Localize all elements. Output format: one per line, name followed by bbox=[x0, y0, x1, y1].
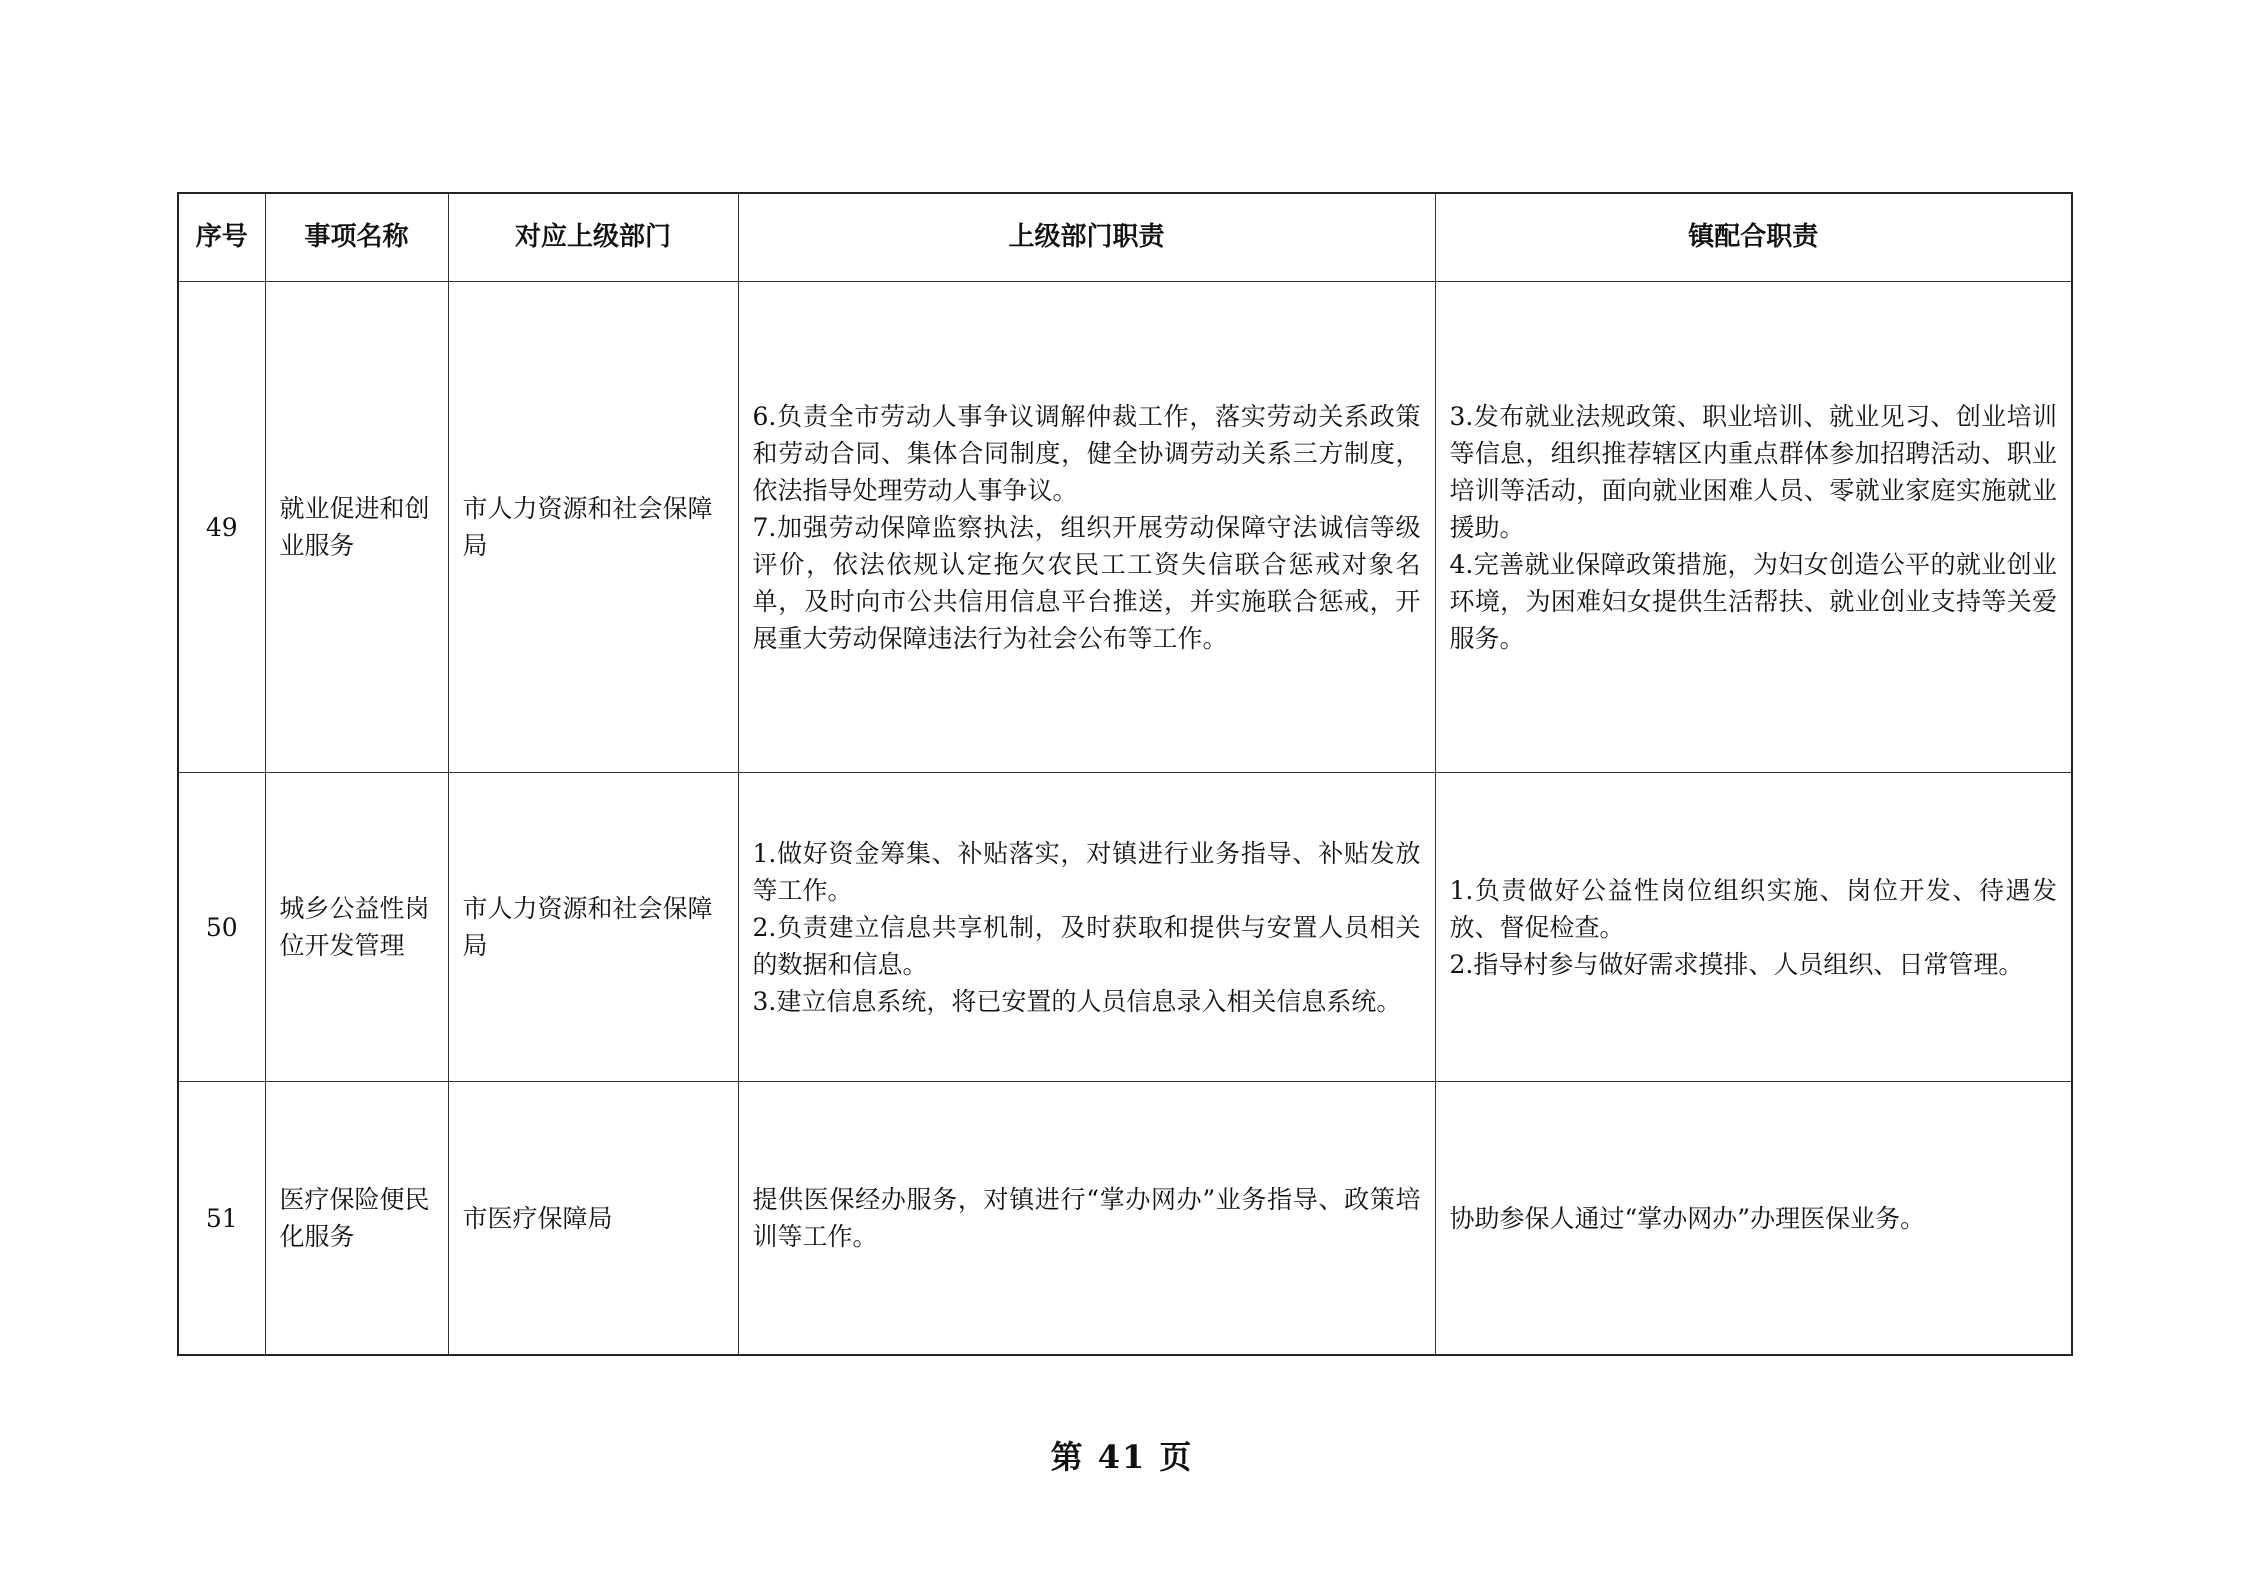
row-number: 49 bbox=[178, 282, 265, 773]
header-upper-department: 对应上级部门 bbox=[448, 193, 738, 282]
town-duty-line: 3.发布就业法规政策、职业培训、就业见习、创业培训等信息，组织推荐辖区内重点群体参加招聘活动、职业培训等活动，面向就业困难人员、零就业家庭实施就业援助。 bbox=[1449, 401, 2057, 542]
town-duty-line: 1.负责做好公益性岗位组织实施、岗位开发、待遇发放、督促检查。 bbox=[1449, 875, 2057, 942]
table-row bbox=[178, 1082, 2072, 1356]
header-number: 序号 bbox=[178, 193, 265, 282]
department-name: 市人力资源和社会保障局 bbox=[462, 894, 713, 960]
department-cell bbox=[448, 773, 738, 1082]
town-duties-cell bbox=[1435, 773, 2072, 1082]
department-name: 市医疗保障局 bbox=[462, 1203, 613, 1233]
table-row bbox=[178, 282, 2072, 773]
upper-duties-cell bbox=[738, 282, 1435, 773]
item-name: 城乡公益性岗位开发管理 bbox=[279, 894, 430, 960]
department-name: 市人力资源和社会保障局 bbox=[462, 494, 713, 560]
department-cell bbox=[448, 1082, 738, 1356]
town-duty-line: 2.指导村参与做好需求摸排、人员组织、日常管理。 bbox=[1449, 949, 2024, 979]
table-row bbox=[178, 773, 2072, 1082]
upper-duties-cell bbox=[738, 1082, 1435, 1356]
responsibility-table bbox=[177, 192, 2073, 1356]
header-item-name: 事项名称 bbox=[265, 193, 448, 282]
row-number: 50 bbox=[178, 773, 265, 1082]
department-cell bbox=[448, 282, 738, 773]
item-name: 就业促进和创业服务 bbox=[279, 494, 430, 560]
item-name-cell bbox=[265, 1082, 448, 1356]
upper-duty-line: 6.负责全市劳动人事争议调解仲裁工作，落实劳动关系政策和劳动合同、集体合同制度，健全协调劳动关系三方制度，依法指导处理劳动人事争议。 bbox=[752, 401, 1421, 505]
town-duty-line: 4.完善就业保障政策措施，为妇女创造公平的就业创业环境，为困难妇女提供生活帮扶、就业创业支持等关爱服务。 bbox=[1449, 549, 2057, 653]
header-upper-duties: 上级部门职责 bbox=[738, 193, 1435, 282]
town-duty-line: 协助参保人通过“掌办网办”办理医保业务。 bbox=[1449, 1203, 1926, 1233]
item-name-cell bbox=[265, 773, 448, 1082]
header-town-duties: 镇配合职责 bbox=[1435, 193, 2072, 282]
upper-duty-line: 2.负责建立信息共享机制，及时获取和提供与安置人员相关的数据和信息。 bbox=[752, 912, 1421, 979]
page-number: 第 41 页 bbox=[1050, 1438, 1194, 1476]
item-name: 医疗保险便民化服务 bbox=[279, 1185, 430, 1251]
table-header-row bbox=[178, 193, 2072, 282]
row-number: 51 bbox=[178, 1082, 265, 1356]
upper-duty-line: 1.做好资金筹集、补贴落实，对镇进行业务指导、补贴发放等工作。 bbox=[752, 838, 1421, 905]
upper-duty-line: 3.建立信息系统，将已安置的人员信息录入相关信息系统。 bbox=[752, 986, 1402, 1016]
upper-duty-line: 提供医保经办服务，对镇进行“掌办网办”业务指导、政策培训等工作。 bbox=[752, 1185, 1421, 1251]
item-name-cell bbox=[265, 282, 448, 773]
upper-duty-line: 7.加强劳动保障监察执法，组织开展劳动保障守法诚信等级评价，依法依规认定拖欠农民工工资失信联合惩戒对象名单，及时向市公共信用信息平台推送，并实施联合惩戒，开展重大劳动保障违法行为社会公布等工作。 bbox=[752, 512, 1421, 653]
town-duties-cell bbox=[1435, 1082, 2072, 1356]
town-duties-cell bbox=[1435, 282, 2072, 773]
upper-duties-cell bbox=[738, 773, 1435, 1082]
